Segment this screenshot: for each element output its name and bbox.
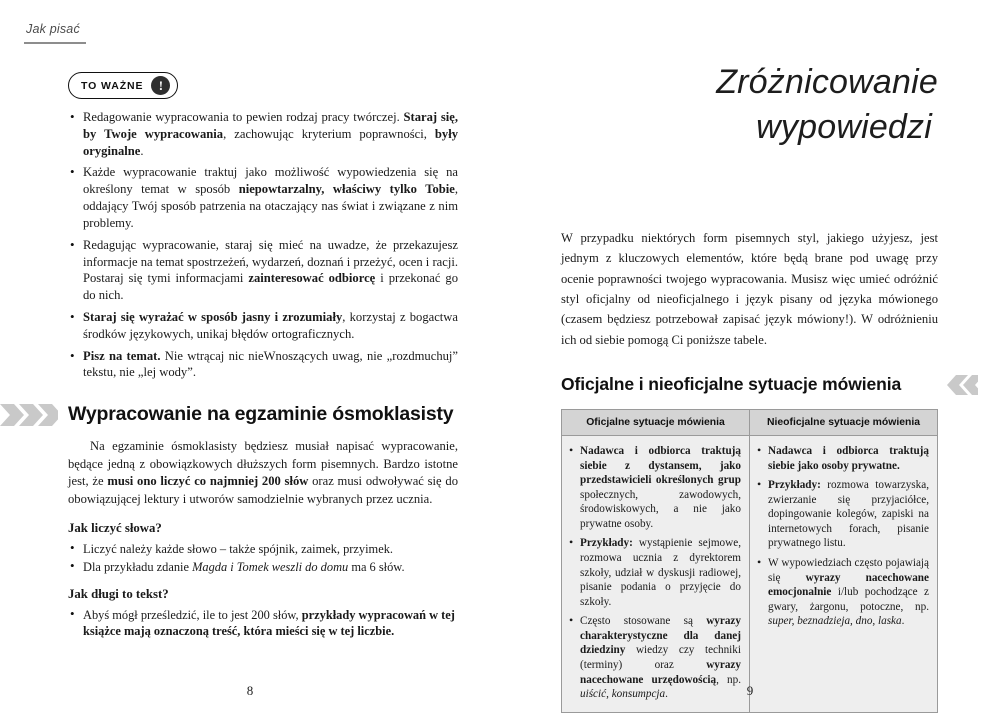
how-to-count-list	[68, 541, 458, 575]
important-bullet-list	[68, 109, 458, 381]
running-head: Jak pisać	[26, 22, 80, 36]
table-header-row	[562, 410, 938, 436]
list-item: • Staraj się wyrażać w sposób jasny i zrozumiały, korzystaj z bogactwa środków językowych, unikaj błędów ortograficznych.	[68, 309, 458, 343]
chapter-title-line-1: Zróżnicowanie	[716, 63, 938, 101]
subheading-how-long: Jak długi to tekst?	[68, 586, 169, 601]
page-section-title: Wypracowanie na egzaminie ósmoklasisty	[68, 403, 454, 426]
list-item: • Abyś mógł prześledzić, ile to jest 200 słów, przykłady wypracowań w tej książce mają oznaczoną treść, która mieści się w tej liczbie.	[68, 607, 458, 639]
right-page	[500, 0, 1000, 721]
page-number-right: 9	[746, 683, 754, 698]
list-item: • Dla przykładu zdanie Magda i Tomek weszli do domu ma 6 słów.	[68, 559, 458, 575]
table-header-cell: Oficjalne sytuacje mówienia	[562, 410, 750, 436]
left-text-column	[68, 72, 458, 641]
list-item: • Redagowanie wypracowania to pewien rodzaj pracy twórczej. Staraj się, by Twoje wypracowania, zachowując kryterium poprawności, były oryginalne.	[68, 109, 458, 159]
section-paragraph: Na egzaminie ósmoklasisty będziesz musiał napisać wypracowanie, będące jedną z obowiązkowych dłuższych form pisemnych. Bardzo istotne jest, że musi ono liczyć co najmniej 200 słów oraz musi odwoływać się do obowiązującej lektury i utworów samodzielnie wybranych przez ucznia.	[68, 439, 458, 507]
comparison-table	[561, 409, 938, 713]
table-section-title: Oficjalne i nieoficjalne sytuacje mówienia	[561, 374, 902, 395]
list-item: • Przykłady: rozmowa towarzyska, zwierzanie się przyjaciółce, dopingowanie kolegów, zapiski na internetowych forach, pisanie prywatnego listu.	[756, 478, 929, 551]
table-row	[562, 436, 938, 713]
table-header-cell: Nieoficjalne sytuacje mówienia	[750, 410, 938, 436]
page-number-left: 8	[246, 683, 254, 698]
running-head-rule	[24, 42, 86, 44]
table-cell-official	[562, 436, 750, 713]
chevron-left-icon	[944, 375, 978, 395]
chapter-intro-paragraph: W przypadku niektórych form pisemnych styl, jakiego użyjesz, jest jednym z kluczowych elementów, które będą brane pod uwagę przy ocenie poprawności twojego wypracowania. Musisz więc umieć odróżnić styl oficjalny od nieoficjalnego i język pisany od języka mówionego (czasem będziesz potrzebował zapisać język mówiony!). W odróżnieniu ich od siebie pomogą Ci poniższe tabele.	[561, 230, 938, 347]
important-badge-pill	[68, 72, 178, 99]
list-item: • Nadawca i odbiorca traktują siebie z dystansem, jako przedstawicieli określonych grup społecznych, zawodowych, środowiskowych, a nie jako prywatne osoby.	[568, 444, 741, 531]
right-text-column	[524, 0, 976, 713]
unofficial-list	[756, 444, 929, 629]
list-item: • Pisz na temat. Nie wtrącaj nic nieWnoszących uwag, nie „rozdmuchuj” tekstu, nie „lej wody”.	[68, 348, 458, 382]
important-badge	[68, 72, 458, 99]
list-item: • Przykłady: wystąpienie sejmowe, rozmowa ucznia z dyrektorem szkoły, udział w dyskusji radiowej, pisanie podania o przyjęcie do szkoły.	[568, 536, 741, 609]
how-long-list	[68, 607, 458, 639]
list-item: • Często stosowane są wyrazy charakterystyczne dla danej dziedziny wiedzy czy techniki (terminy) oraz wyrazy nacechowane urzędowością, np. uiścić, konsumpcja.	[568, 614, 741, 701]
list-item: • Nadawca i odbiorca traktują siebie jako osoby prywatne.	[756, 444, 929, 473]
list-item: • Każde wypracowanie traktuj jako możliwość wypowiedzenia się na określony temat w sposób niepowtarzalny, właściwy tylko Tobie, oddający Twój sposób patrzenia na otaczający nas świat i związane z nim problemy.	[68, 164, 458, 231]
right-section-heading-block	[561, 374, 938, 395]
subheading-how-to-count: Jak liczyć słowa?	[68, 520, 162, 535]
section-heading-block	[68, 403, 458, 426]
list-item: • W wypowiedziach często pojawiają się wyrazy nacechowane emocjonalnie i/lub pochodzące z gwary, żargonu, potoczne, np. super, beznadzieja, dno, laska.	[756, 556, 929, 629]
list-item: • Liczyć należy każde słowo – także spójnik, zaimek, przyimek.	[68, 541, 458, 557]
list-item: • Redagując wypracowanie, staraj się mieć na uwadze, że przekazujesz informacje na temat spostrzeżeń, wydarzeń, doznań i przeżyć, ocen i racji. Postaraj się tymi informacjami zainteresować odbiorcę i przekonać go do nich.	[68, 237, 458, 304]
exclamation-icon: !	[151, 76, 170, 95]
table-cell-unofficial	[750, 436, 938, 713]
chapter-title	[524, 60, 976, 150]
important-badge-label: TO WAŻNE	[81, 79, 144, 92]
official-list	[568, 444, 741, 702]
chevron-right-icon	[0, 404, 58, 426]
chapter-title-line-2: wypowiedzi	[756, 107, 932, 146]
